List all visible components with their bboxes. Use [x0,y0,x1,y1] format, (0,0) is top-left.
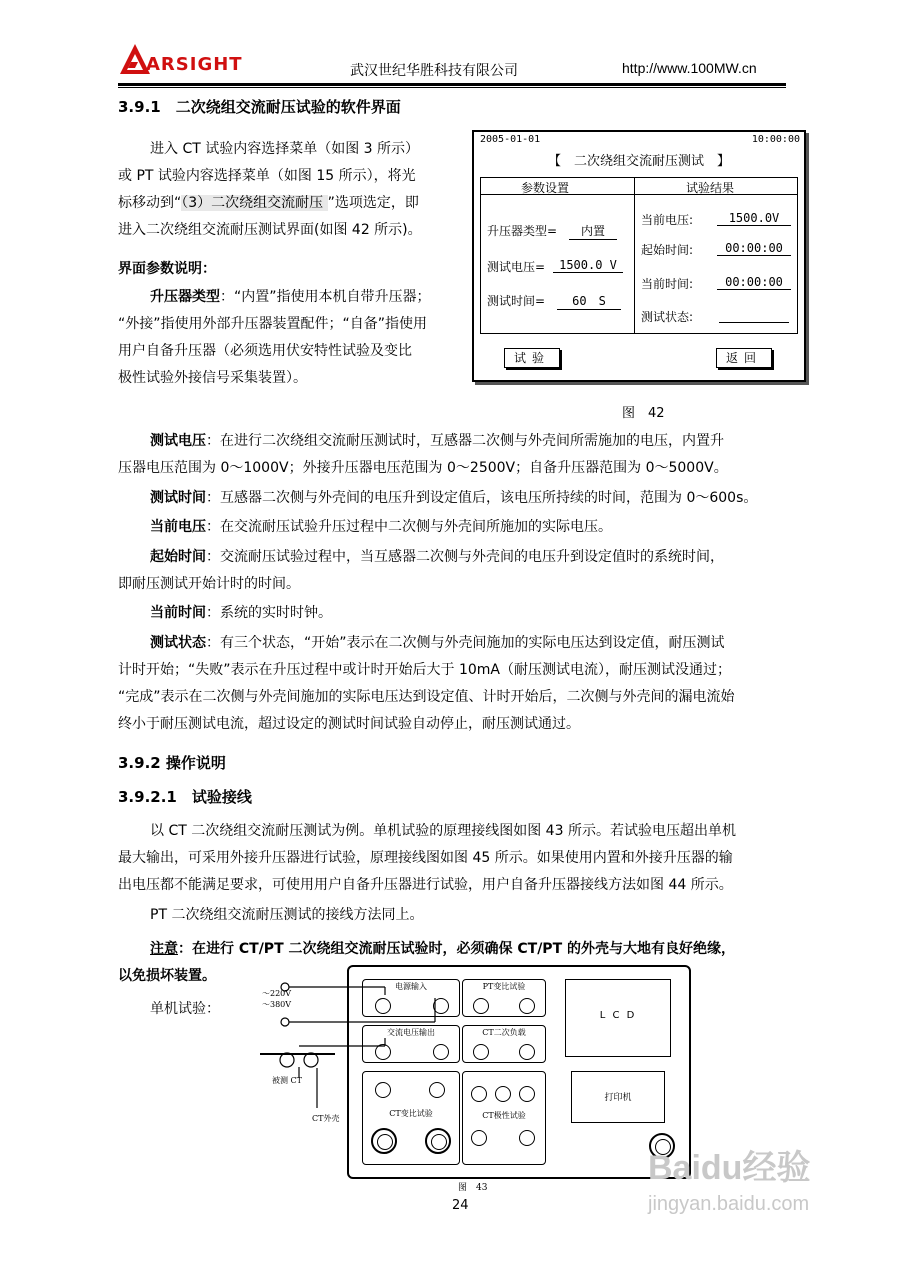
figure-43-caption: 图 43 [458,1183,488,1193]
company-url[interactable]: http://www.100MW.cn [622,60,757,76]
start-time-value: 00:00:00 [717,241,791,256]
figure-42-caption: 图 42 [622,406,665,421]
ts-label: 测试状态 [150,635,206,651]
ts-desc-1 [150,630,725,657]
terminal-icon[interactable] [495,1086,511,1102]
cv-label: 当前电压 [150,519,206,535]
cv-desc [150,514,612,541]
terminal-icon[interactable] [519,1044,535,1060]
ct-shell-label: CT外壳 [312,1114,340,1123]
intro-line-1: 进入 CT 试验内容选择菜单（如图 3 所示） [150,141,420,157]
terminal-icon[interactable] [429,1082,445,1098]
boost-desc-1 [150,284,431,311]
ct-label: 当前时间 [150,605,206,621]
screen-time: 10:00:00 [751,134,800,145]
baidu-watermark [648,1140,810,1216]
boost-type-field[interactable]: 内置 [569,222,617,240]
start-time-label: 起始时间: [641,243,694,257]
terminal-icon[interactable] [375,998,391,1014]
connector-icon[interactable] [425,1128,451,1154]
params-heading: 界面参数说明： [118,261,216,277]
st-desc-1 [150,544,724,571]
ct-ratio-label: CT变比试验 [389,1109,433,1118]
power-input-block [362,979,460,1017]
terminal-icon[interactable] [433,998,449,1014]
terminal-icon[interactable] [433,1044,449,1060]
test-status-value [719,308,789,323]
single-test-label: 单机试验： [150,1001,220,1017]
wiring-para-1: 以 CT 二次绕组交流耐压测试为例。单机试验的原理接线图如图 43 所示。若试验电压超出单机 [150,823,736,839]
current-time-value: 00:00:00 [717,275,791,290]
boost-type-label: 升压器类型= [487,224,558,238]
lcd-block [565,979,671,1057]
tv-desc-2: 压器电压范围为 0～1000V；外接升压器电压范围为 0～2500V；自备升压器范围为 0～5000V。 [118,460,728,476]
test-time-label: 测试时间= [487,294,546,308]
boost-desc-2: “外接”指使用外部升压器装置配件；“自备”指使用 [118,316,428,332]
note-text-1: ：在进行 CT/PT 二次绕组交流耐压试验时，必须确保 CT/PT 的外壳与大地有良好绝缘， [178,941,735,957]
terminal-icon[interactable] [471,1086,487,1102]
pt-wiring-para: PT 二次绕组交流耐压测试的接线方法同上。 [150,907,424,923]
printer-block [571,1071,665,1123]
intro-line-2: 或 PT 试验内容选择菜单（如图 15 所示），将光 [118,168,416,184]
label-380v: ～380V [262,1000,292,1009]
section-heading-391: 3.9.1 二次绕组交流耐压试验的软件界面 [118,98,401,116]
ts-desc-2: 计时开始；“失败”表示在升压过程中或计时开始后大于 10mA（耐压测试电流），耐压测试没通过； [118,662,731,678]
test-voltage-label: 测试电压= [487,260,546,274]
logo-text: ARSIGHT [146,54,243,75]
terminal-icon[interactable] [519,998,535,1014]
ct-under-test-label: 被测 CT [272,1076,302,1085]
note-label: 注意 [150,941,178,957]
tv-label: 测试电压 [150,433,206,449]
tt-desc [150,485,757,512]
lcd-label: L C D [599,1010,637,1021]
terminal-icon[interactable] [375,1082,391,1098]
section-heading-3921: 3.9.2.1 试验接线 [118,788,252,806]
test-status-label: 测试状态: [641,310,694,324]
current-voltage-value: 1500.0V [717,211,791,226]
pt-ratio-label: PT变比试验 [482,982,526,991]
tt-label: 测试时间 [150,490,206,506]
ct-ratio-block [362,1071,460,1165]
boost-text-1: ：“内置”指使用本机自带升压器； [220,289,431,305]
ts-text-1: ：有三个状态，“开始”表示在二次侧与外壳间施加的实际电压达到设定值，耐压测试 [206,635,725,651]
ct-polarity-label: CT极性试验 [482,1111,526,1120]
ct-polarity-block [462,1071,546,1165]
test-voltage-field[interactable]: 1500.0 V [553,258,623,273]
label-220v: ～220V [262,989,292,998]
intro-line-4: 进入二次绕组交流耐压测试界面(如图 42 所示)。 [118,222,422,238]
terminal-icon[interactable] [519,1130,535,1146]
ct-desc [150,600,332,627]
test-screen-figure [472,130,806,382]
tt-text: ：互感器二次侧与外壳间的电压升到设定值后，该电压所持续的时间，范围为 0～600s。 [206,490,758,506]
header-rule-thin [118,87,786,88]
company-logo [118,42,243,82]
boost-desc-3: 用户自备升压器（必须选用伏安特性试验及变比 [118,343,412,359]
wiring-para-3: 出电压都不能满足要求，可使用用户自备升压器进行试验，用户自备升压器接线方法如图 44 所示。 [118,877,733,893]
boost-desc-4: 极性试验外接信号采集装置）。 [118,370,307,386]
ac-output-block [362,1025,460,1063]
section-heading-392: 3.9.2 操作说明 [118,754,226,772]
pt-ratio-block [462,979,546,1017]
test-time-field[interactable]: 60 S [557,292,621,310]
terminal-icon[interactable] [519,1086,535,1102]
ct-load-label: CT二次负载 [482,1028,526,1037]
st-label: 起始时间 [150,549,206,565]
ac-output-label: 交流电压输出 [387,1028,435,1037]
terminal-icon[interactable] [473,998,489,1014]
ct-text: ：系统的实时时钟。 [206,605,332,621]
st-text-1: ：交流耐压试验过程中，当互感器二次侧与外壳间的电压升到设定值时的系统时间， [206,549,724,565]
watermark-url: jingyan.baidu.com [648,1193,810,1215]
screen-title: 【 二次绕组交流耐压测试 】 [547,154,730,169]
screen-date: 2005-01-01 [480,134,541,145]
column-divider [634,178,635,333]
params-header: 参数设置 [521,181,570,195]
terminal-icon[interactable] [473,1044,489,1060]
header-rule [118,83,786,86]
tv-desc-1 [150,428,724,455]
test-button[interactable]: 试验 [504,348,560,368]
intro-line-3 [118,190,419,217]
wiring-para-2: 最大输出，可采用外接升压器进行试验，原理接线图如图 45 所示。如果使用内置和外接升压器的输 [118,850,733,866]
ts-desc-4: 终小于耐压测试电流，超过设定的测试时间试验自动停止，耐压测试通过。 [118,716,580,732]
terminal-icon[interactable] [471,1130,487,1146]
current-time-label: 当前时间: [641,277,694,291]
current-voltage-label: 当前电压: [641,213,694,227]
cv-text: ：在交流耐压试验升压过程中二次侧与外壳间所施加的实际电压。 [206,519,612,535]
note-line-1 [150,936,735,963]
intro-3a: 标移动到“ [118,195,182,211]
menu-option-highlight: （3）二次绕组交流耐压 [181,195,328,211]
device-panel [347,965,691,1179]
ts-desc-3: “完成”表示在二次侧与外壳间施加的实际电压达到设定值、计时开始后，二次侧与外壳间的漏电流始 [118,689,735,705]
terminal-icon[interactable] [375,1044,391,1060]
screen-content-box [480,177,798,334]
power-input-label: 电源输入 [395,982,427,991]
results-header: 试验结果 [686,181,735,195]
connector-icon[interactable] [371,1128,397,1154]
back-button[interactable]: 返回 [716,348,772,368]
company-name: 武汉世纪华胜科技有限公司 [350,63,518,79]
boost-label: 升压器类型 [150,289,220,305]
printer-label: 打印机 [604,1093,632,1103]
note-line-2: 以免损坏装置。 [118,968,216,984]
st-desc-2: 即耐压测试开始计时的时间。 [118,576,300,592]
intro-3c: ”选项选定，即 [327,195,419,211]
watermark-brand: Baidu经验 [648,1149,811,1187]
tv-text-1: ：在进行二次绕组交流耐压测试时，互感器二次侧与外壳间所需施加的电压，内置升 [206,433,724,449]
page-number: 24 [452,1198,469,1213]
ct-load-block [462,1025,546,1063]
